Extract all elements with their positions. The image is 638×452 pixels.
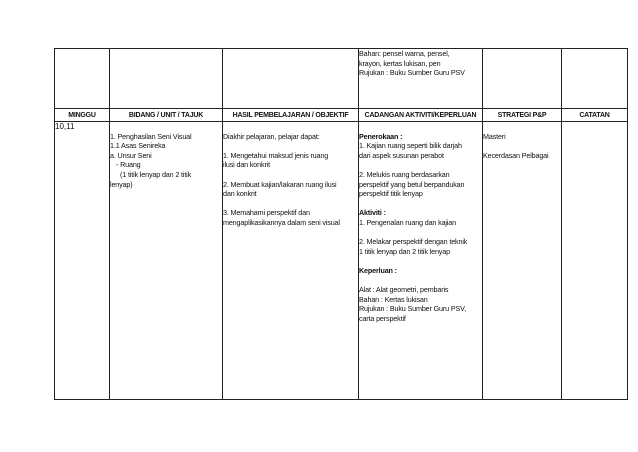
cadangan-line: carta perspektif [359,313,406,323]
cadangan-continued-line: krayon, kertas lukisan, pen [359,58,441,68]
hasil-line: ilusi dan konkrit [223,160,270,170]
hasil-line: dan konkrit [223,189,257,199]
strategi-line: Masteri [483,131,506,141]
hasil-line: mengaplikasikannya dalam seni visual [223,217,340,227]
bidang-line: lenyap) [110,179,133,189]
strategi-line: Kecerdasan Pelbagai [483,150,549,160]
cadangan-line: 1 titik lenyap dan 2 titik lenyap [359,246,450,256]
hasil-line: 3. Memahami perspektif dan [223,208,310,218]
header-hasil: HASIL PEMBELAJARAN / OBJEKTIF [223,109,359,122]
hasil-intro: Diakhir pelajaran, pelajar dapat: [223,131,320,141]
bidang-line: 1. Penghasilan Seni Visual [110,131,192,141]
cadangan-line: Alat : Alat geometri, pembaris [359,285,449,295]
cadangan-continued-line: Rujukan : Buku Sumber Guru PSV [359,68,465,78]
cadangan-continued-line: Bahan: pensel warna, pensel, [359,49,450,58]
cadangan-cell [359,122,483,400]
cadangan-line: dari aspek susunan perabot [359,150,444,160]
catatan-cell [562,122,628,400]
header-bidang: BIDANG / UNIT / TAJUK [110,109,223,122]
header-cadangan: CADANGAN AKTIVITI/KEPERLUAN [359,109,483,122]
hasil-line: 2. Membuat kajian/lakaran ruang ilusi [223,179,337,189]
cadangan-line: 2. Melakar perspektif dengan teknik [359,237,468,247]
cadangan-line: perspektif yang betul berpandukan [359,179,465,189]
hasil-cell [223,122,359,400]
bidang-cell [110,122,223,400]
hasil-line: 1. Mengetahui maksud jenis ruang [223,150,329,160]
bidang-line: - Ruang [116,160,141,170]
cell-empty [110,49,223,109]
header-minggu: MINGGU [55,109,110,122]
cadangan-line: Rujukan : Buku Sumber Guru PSV, [359,304,466,314]
cadangan-line: 1. Kajian ruang seperti bilik darjah [359,141,462,151]
cadangan-line: perspektif titik lenyap [359,189,423,199]
keperluan-heading: Keperluan : [359,265,397,275]
bidang-line: a. Unsur Seni [110,150,152,160]
aktiviti-heading: Aktiviti : [359,208,386,218]
continued-row [55,49,628,109]
cell-empty [55,49,110,109]
penerokaan-heading: Penerokaan : [359,131,403,141]
cadangan-line: 1. Pengenalan ruang dan kajian [359,217,457,227]
table-row [55,122,628,400]
header-row [55,109,628,122]
cell-empty [562,49,628,109]
lesson-plan-table [54,48,628,400]
bidang-line: 1.1 Asas Senireka [110,141,166,151]
cell-empty [223,49,359,109]
strategi-cell [483,122,562,400]
header-strategi: STRATEGI P&P [483,109,562,122]
cadangan-line: Bahan : Kertas lukisan [359,294,428,304]
cadangan-line: 2. Melukis ruang berdasarkan [359,169,450,179]
minggu-cell: 10,11 [55,122,110,400]
cell-empty [483,49,562,109]
header-catatan: CATATAN [562,109,628,122]
cadangan-continued-cell [359,49,483,109]
bidang-line: (1 titik lenyap dan 2 titik [120,169,192,179]
